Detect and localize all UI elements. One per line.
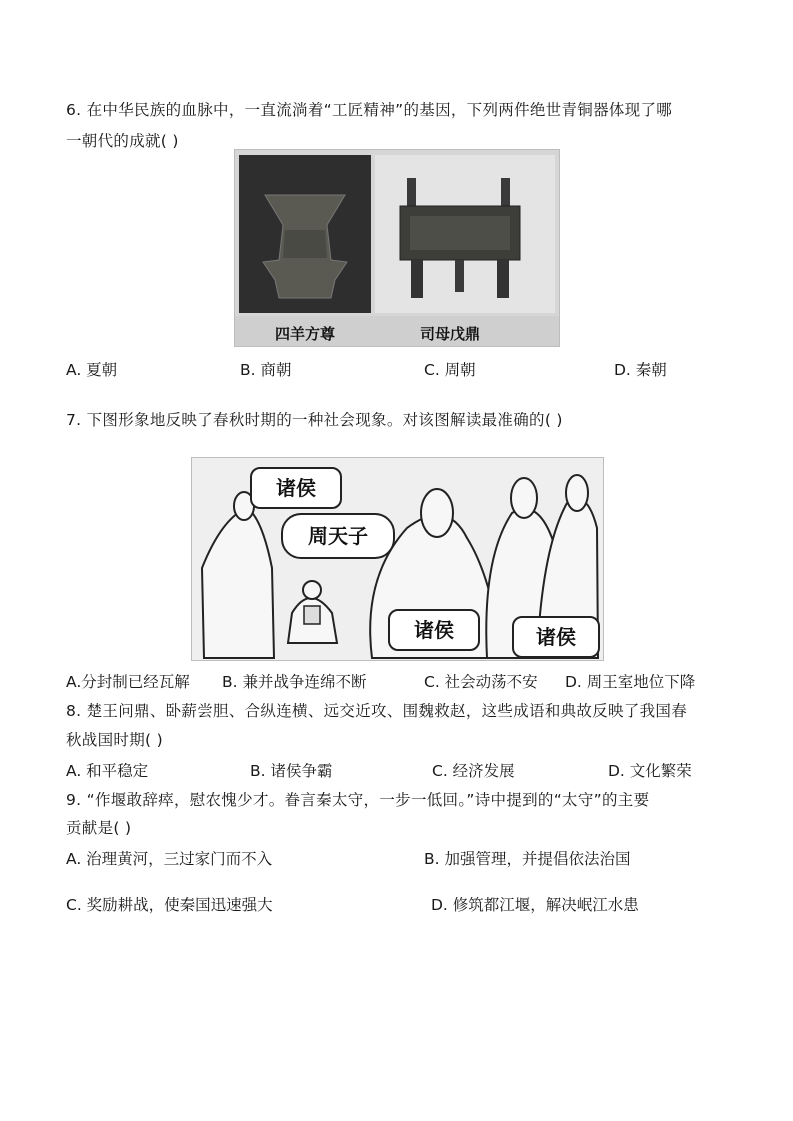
speech-bubble-zhuhou-left: 诸侯: [250, 467, 342, 509]
bronze-ware-illustration: [235, 150, 559, 346]
speech-bubble-zhuhou-middle: 诸侯: [388, 609, 480, 651]
q7-stem-line1: 7. 下图形象地反映了春秋时期的一种社会现象。对该图解读最准确的( ): [66, 411, 563, 429]
q7-option-a[interactable]: A.分封制已经瓦解: [66, 673, 190, 691]
speech-bubble-zhuhou-right: 诸侯: [512, 616, 600, 658]
q9-option-b[interactable]: B. 加强管理，并提倡依法治国: [424, 850, 631, 868]
cartoon-image: [191, 457, 604, 661]
q9-stem-line2: 贡献是( ): [66, 819, 132, 837]
q9-option-c[interactable]: C. 奖励耕战，使秦国迅速强大: [66, 896, 273, 914]
q8-stem-line1: 8. 楚王问鼎、卧薪尝胆、合纵连横、远交近攻、围魏救赵，这些成语和典故反映了我国春: [66, 702, 688, 720]
q9-option-a[interactable]: A. 治理黄河，三过家门而不入: [66, 850, 273, 868]
q6-option-b[interactable]: B. 商朝: [240, 361, 292, 379]
q8-stem-line2: 秋战国时期( ): [66, 731, 163, 749]
q9-stem-line1: 9. “作堰敢辞瘁，慰农愧少才。眷言秦太守，一步一低回。”诗中提到的“太守”的主要: [66, 791, 650, 809]
q7-option-d[interactable]: D. 周王室地位下降: [565, 673, 696, 691]
caption-si-mu-wu-ding: 司母戊鼎: [420, 325, 481, 343]
q8-option-d[interactable]: D. 文化繁荣: [608, 762, 692, 780]
bronze-ware-photo: [234, 149, 560, 347]
q9-option-d[interactable]: D. 修筑都江堰，解决岷江水患: [431, 896, 639, 914]
q6-option-d[interactable]: D. 秦朝: [614, 361, 667, 379]
q8-option-b[interactable]: B. 诸侯争霸: [250, 762, 333, 780]
speech-bubble-zhou-tianzi: 周天子: [281, 513, 395, 559]
q6-option-c[interactable]: C. 周朝: [424, 361, 476, 379]
q8-option-a[interactable]: A. 和平稳定: [66, 762, 149, 780]
q7-option-b[interactable]: B. 兼并战争连绵不断: [222, 673, 367, 691]
q6-stem-line1: 6. 在中华民族的血脉中，一直流淌着“工匠精神”的基因，下列两件绝世青铜器体现了哪: [66, 101, 673, 119]
q8-option-c[interactable]: C. 经济发展: [432, 762, 515, 780]
q6-stem-line2: 一朝代的成就( ): [66, 132, 179, 150]
caption-si-yang-fang-zun: 四羊方尊: [275, 325, 336, 343]
q6-option-a[interactable]: A. 夏朝: [66, 361, 118, 379]
q7-option-c[interactable]: C. 社会动荡不安: [424, 673, 538, 691]
